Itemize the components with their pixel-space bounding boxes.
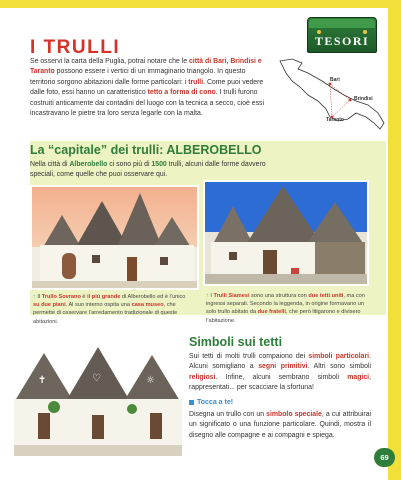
intro-text: . Come puoi vedere dalle foto, essi hanno un caratteristico [30, 78, 264, 97]
panel-text: Nella città di [30, 161, 70, 168]
panel-text: ci sono più di [107, 161, 152, 168]
symbols-highlight-religious: religiosi [189, 373, 216, 381]
symbols-highlight-primitive: segni primitivi [258, 363, 308, 371]
roof-symbol-icon: ☼ [146, 375, 155, 386]
alberobello-paragraph [30, 160, 280, 180]
symbols-highlight-magic: magici [347, 373, 370, 381]
symbols-text: . Altri sono simboli [307, 363, 371, 371]
trulli-siamesi-photo [203, 180, 369, 286]
tocca-a-te-paragraph [189, 410, 371, 441]
symbols-paragraph [189, 352, 371, 394]
intro-highlight-roof: tetto a forma di cono [147, 89, 216, 97]
map-label-bari: Bari [330, 77, 340, 83]
intro-highlight-trulli: trulli [188, 78, 204, 86]
symbols-text: . Infine, alcuni sembrano simboli [215, 373, 348, 381]
trulli-symbols-photo [14, 345, 182, 456]
caption-highlight-biggest: il più grande [87, 294, 121, 300]
up-arrow-icon: ↑ [33, 294, 36, 300]
badge-label: TESORI [314, 34, 370, 48]
caption-highlight-name: Trullo Sovrano [41, 294, 81, 300]
tesori-treasure-chest-badge [307, 17, 377, 53]
symbols-heading: Simboli sui tetti [189, 335, 283, 349]
intro-highlight-cities: città di Bari, Brindisi [188, 58, 256, 65]
tocca-text: , a cui attribuirai un significato o una funzione particolare. Quindi, mostra il disegno alle compagne e ai compagni e spiega. [189, 411, 372, 439]
intro-text: possono essere i vertici di un immaginario triangolo. In questo territorio sorgono abitazioni dalle forme particolari: i [30, 68, 246, 86]
intro-text: Se osservi la carta della Puglia, potrai notare che le [30, 58, 189, 65]
intro-text: . I trulli furono costruiti anticamente dai contadini del luogo con la tecnica a secco, cioè essi incastravano le pietre tra loro senza legarle con la malta. [30, 89, 265, 118]
alberobello-heading: La “capitale” dei trulli: ALBEROBELLO [30, 143, 262, 157]
caption-text: sono una struttura con [249, 293, 309, 299]
tocca-text: Disegna un trullo con un [189, 411, 267, 418]
tocca-heading-text: Tocca a te! [197, 399, 234, 406]
caption-highlight-floors: su due piani [33, 302, 66, 309]
caption-text: Il [35, 294, 42, 300]
tocca-a-te-heading [189, 399, 233, 406]
panel-text: trulli, alcuni dalle forme davvero speciali, come quelle che puoi osservare qui. [30, 161, 266, 178]
chest-lid [309, 19, 375, 28]
roof-symbol-icon: ✝ [38, 375, 47, 386]
symbols-text: . Alcuni somigliano a [189, 353, 371, 371]
intro-highlight-taranto: e Taranto [30, 58, 262, 76]
symbols-highlight: simboli particolari [308, 353, 370, 360]
blue-square-icon [189, 400, 194, 405]
caption-highlight-name: Trulli Siamesi [213, 293, 250, 299]
symbols-text: Sui tetti di molti trulli compaiono dei [189, 353, 309, 360]
map-label-taranto: Taranto [326, 117, 344, 123]
page-title: I TRULLI [30, 37, 121, 58]
caption-text: di Alberobello ed è l’unico [120, 294, 186, 300]
roof-symbol-icon: ♡ [92, 373, 101, 384]
intro-paragraph [30, 57, 270, 119]
right-yellow-margin [388, 0, 401, 480]
trullo-sovrano-caption [33, 293, 193, 326]
map-label-brindisi: Brindisi [354, 96, 373, 102]
panel-highlight-city: Alberobello [69, 161, 108, 168]
top-yellow-band [0, 0, 401, 8]
caption-highlight-brothers: due fratelli [257, 309, 286, 316]
page-number: 69 [374, 448, 395, 467]
caption-text: . Al suo interno ospita una [65, 302, 132, 309]
symbols-text: , rappresentati... per scacciare la sfortuna! [189, 373, 371, 392]
caption-text: è [80, 294, 88, 300]
trullo-sovrano-photo [30, 185, 199, 290]
caption-text: , ma con ingressi separati. Secondo la leggenda, in origine formavano un solo trullo abitato da [206, 293, 365, 316]
caption-text: , che però litigarono e divisero l’abitazione. [206, 309, 361, 324]
puglia-map [278, 57, 386, 137]
tocca-highlight: simbolo speciale [266, 411, 322, 418]
caption-text: , che permette di osservare l’arredamento tradizionale di queste abitazioni. [33, 302, 178, 325]
trulli-siamesi-caption [206, 292, 368, 325]
caption-highlight-two-roofs: due tetti uniti [308, 293, 344, 299]
caption-text: I [208, 293, 214, 299]
panel-highlight-count: 1500 [151, 161, 167, 168]
up-arrow-icon: ↑ [206, 293, 209, 299]
caption-highlight-museum: casa museo [131, 302, 164, 309]
